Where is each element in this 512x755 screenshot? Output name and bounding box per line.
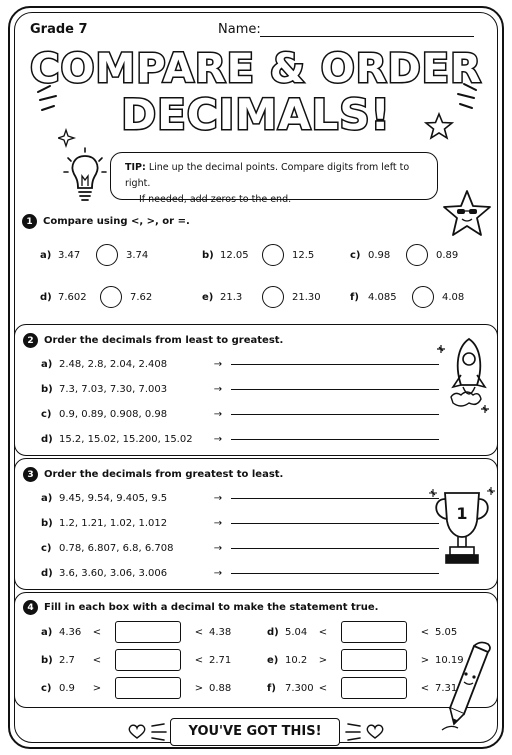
item-label: a): [41, 493, 53, 504]
item-label: a): [40, 249, 52, 261]
section-instruction: Fill in each box with a decimal to make the statement true.: [44, 602, 379, 613]
arrow-icon: →: [213, 359, 223, 370]
arrow-icon: →: [213, 434, 223, 445]
right-value: 7.31: [435, 682, 458, 694]
answer-circle[interactable]: [406, 244, 428, 266]
tip-box: [110, 152, 438, 205]
right-value: 2.71: [209, 654, 232, 666]
sparkle-footer-right-icon: [344, 722, 362, 742]
fill-item-d: [267, 621, 457, 643]
answer-circle[interactable]: [412, 286, 434, 308]
tip-line-1: Line up the decimal points. Compare digits from left to right.: [125, 162, 410, 189]
operator: <: [194, 654, 204, 666]
operator: <: [92, 654, 102, 666]
section-compare: [14, 206, 498, 322]
answer-box[interactable]: [115, 621, 181, 643]
answer-box[interactable]: [115, 677, 181, 699]
section-fill-in: [14, 592, 498, 708]
section-instruction: Order the decimals from greatest to least.: [44, 469, 284, 480]
answer-line[interactable]: [231, 523, 439, 524]
operator: >: [194, 682, 204, 694]
answer-line[interactable]: [231, 573, 439, 574]
section-instruction: Order the decimals from least to greatest.: [44, 335, 284, 346]
left-value: 12.05: [220, 249, 249, 261]
number-list: 9.45, 9.54, 9.405, 9.5: [59, 493, 168, 504]
left-value: 3.47: [58, 249, 81, 261]
section-number: 4: [23, 600, 38, 615]
arrow-icon: →: [213, 543, 223, 554]
name-line[interactable]: [260, 36, 474, 37]
right-value: 12.5: [292, 249, 315, 261]
order-item-b: [41, 518, 439, 529]
order-item-d: [41, 434, 439, 445]
answer-circle[interactable]: [100, 286, 122, 308]
item-label: e): [202, 291, 214, 303]
item-label: d): [267, 626, 279, 638]
left-value: 7.602: [58, 291, 87, 303]
encouragement-banner: YOU'VE GOT THIS!: [170, 718, 340, 746]
compare-item-e: [202, 286, 321, 308]
heart-left-icon: [128, 724, 146, 740]
answer-box[interactable]: [341, 649, 407, 671]
item-label: b): [41, 654, 53, 666]
grade-label: Grade 7: [30, 22, 88, 37]
right-value: 5.05: [435, 626, 458, 638]
sparkle-right-icon: [452, 82, 478, 112]
fill-item-c: [41, 677, 231, 699]
title-line-1: COMPARE & ORDER: [30, 46, 482, 92]
operator: >: [318, 654, 328, 666]
answer-line[interactable]: [231, 498, 439, 499]
left-value: 21.3: [220, 291, 243, 303]
number-list: 3.6, 3.60, 3.06, 3.006: [59, 568, 168, 579]
section-2-heading: [23, 333, 283, 348]
arrow-icon: →: [213, 518, 223, 529]
section-number: 1: [22, 214, 37, 229]
answer-line[interactable]: [231, 548, 439, 549]
answer-line[interactable]: [231, 389, 439, 390]
trophy-icon: [427, 487, 497, 571]
item-label: f): [350, 291, 359, 303]
section-number: 3: [23, 467, 38, 482]
fill-item-a: [41, 621, 231, 643]
rocket-icon: [433, 331, 495, 423]
left-value: 0.98: [368, 249, 391, 261]
order-item-a: [41, 493, 439, 504]
order-item-c: [41, 409, 439, 420]
arrow-icon: →: [213, 493, 223, 504]
item-label: f): [267, 682, 276, 694]
operator: >: [420, 654, 430, 666]
section-order-least-greatest: [14, 324, 498, 456]
order-item-b: [41, 384, 439, 395]
arrow-icon: →: [213, 409, 223, 420]
section-order-greatest-least: [14, 458, 498, 590]
right-value: 4.08: [442, 291, 465, 303]
fill-item-f: [267, 677, 457, 699]
number-list: 0.78, 6.807, 6.8, 6.708: [59, 543, 174, 554]
number-list: 2.48, 2.8, 2.04, 2.408: [59, 359, 168, 370]
section-instruction: Compare using <, >, or =.: [43, 216, 190, 227]
answer-box[interactable]: [341, 621, 407, 643]
item-label: b): [41, 518, 53, 529]
operator: <: [420, 682, 430, 694]
left-value: 2.7: [59, 654, 75, 666]
number-list: 15.2, 15.02, 15.200, 15.02: [59, 434, 193, 445]
right-value: 7.62: [130, 291, 153, 303]
left-value: 5.04: [285, 626, 308, 638]
operator: <: [92, 626, 102, 638]
number-list: 1.2, 1.21, 1.02, 1.012: [59, 518, 168, 529]
compare-item-c: [350, 244, 458, 266]
left-value: 7.300: [285, 682, 314, 694]
section-3-heading: [23, 467, 283, 482]
operator: <: [318, 682, 328, 694]
fill-item-e: [267, 649, 464, 671]
heart-right-icon: [366, 724, 384, 740]
item-label: c): [350, 249, 361, 261]
operator: <: [318, 626, 328, 638]
fill-item-b: [41, 649, 231, 671]
arrow-icon: →: [213, 568, 223, 579]
left-value: 10.2: [285, 654, 308, 666]
item-label: a): [41, 626, 53, 638]
right-value: 4.38: [209, 626, 232, 638]
item-label: d): [41, 568, 53, 579]
number-list: 7.3, 7.03, 7.30, 7.003: [59, 384, 168, 395]
order-item-d: [41, 568, 439, 579]
right-value: 0.89: [436, 249, 459, 261]
section-number: 2: [23, 333, 38, 348]
star-icon: [424, 112, 454, 140]
compare-item-a: [40, 244, 148, 266]
lightbulb-icon: [62, 146, 108, 206]
answer-box[interactable]: [341, 677, 407, 699]
item-label: c): [41, 682, 52, 694]
item-label: d): [41, 434, 53, 445]
answer-line[interactable]: [231, 364, 439, 365]
answer-line[interactable]: [231, 439, 439, 440]
compare-item-b: [202, 244, 314, 266]
right-value: 21.30: [292, 291, 321, 303]
answer-circle[interactable]: [262, 286, 284, 308]
arrow-icon: →: [213, 384, 223, 395]
compare-item-d: [40, 286, 152, 308]
item-label: e): [267, 654, 279, 666]
operator: <: [420, 626, 430, 638]
sparkle-left-icon: [36, 84, 62, 114]
item-label: c): [41, 409, 52, 420]
operator: <: [194, 626, 204, 638]
right-value: 10.19: [435, 654, 464, 666]
answer-box[interactable]: [115, 649, 181, 671]
operator: >: [92, 682, 102, 694]
answer-circle[interactable]: [96, 244, 118, 266]
left-value: 0.9: [59, 682, 75, 694]
title-line-2: DECIMALS!: [121, 90, 391, 139]
tip-label: TIP:: [125, 162, 146, 173]
item-label: b): [202, 249, 214, 261]
left-value: 4.085: [368, 291, 397, 303]
item-label: a): [41, 359, 53, 370]
section-1-heading: [22, 214, 190, 229]
answer-line[interactable]: [231, 414, 439, 415]
pencil-icon: [440, 640, 498, 732]
item-label: c): [41, 543, 52, 554]
order-item-a: [41, 359, 439, 370]
section-4-heading: [23, 600, 378, 615]
sparkle-footer-left-icon: [150, 722, 168, 742]
right-value: 0.88: [209, 682, 232, 694]
left-value: 4.36: [59, 626, 82, 638]
name-label: Name:: [218, 22, 261, 37]
order-item-c: [41, 543, 439, 554]
compare-item-f: [350, 286, 464, 308]
right-value: 3.74: [126, 249, 149, 261]
number-list: 0.9, 0.89, 0.908, 0.98: [59, 409, 168, 420]
item-label: b): [41, 384, 53, 395]
trophy-number: 1: [456, 504, 468, 523]
tip-line-2: If needed, add zeros to the end.: [139, 194, 292, 205]
answer-circle[interactable]: [262, 244, 284, 266]
item-label: d): [40, 291, 52, 303]
